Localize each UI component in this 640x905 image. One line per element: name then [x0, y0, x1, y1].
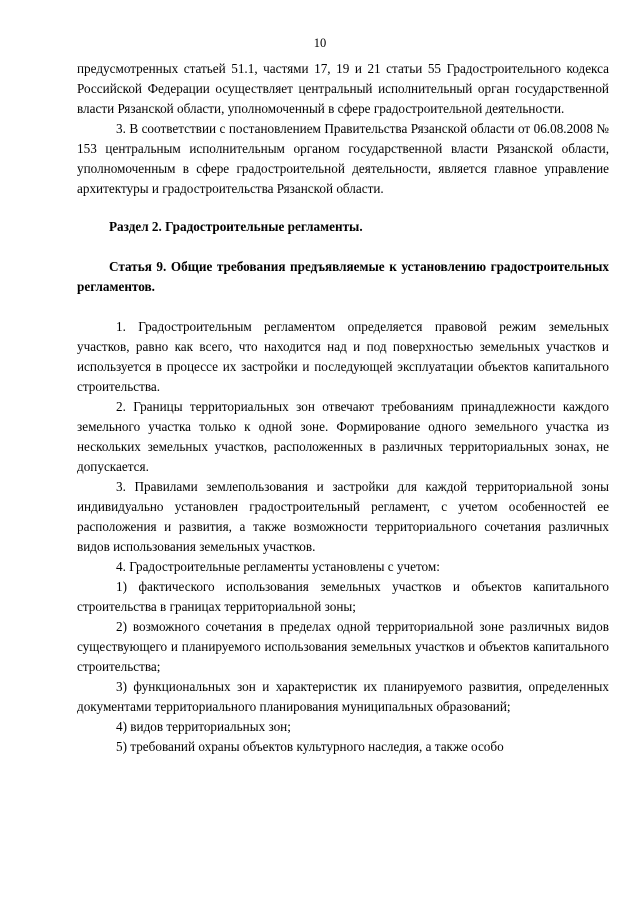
list-item-4: 4) видов территориальных зон;: [116, 719, 291, 734]
paragraph-3-authority: 3. В соответствии с постановлением Правительства Рязанской области от 06.08.2008 № 153 центральным исполнительным органом государственной власти Рязанской области, уполномоченным в сфере градостроительной деятельности, является главное управление архитектуры и градостроительства Рязанской области.: [77, 121, 609, 196]
paragraph-2-zone-borders: 2. Границы территориальных зон отвечают требованиям принадлежности каждого земельного участка только к одной зоне. Формирование одного земельного участка из нескольких земельных участков, расположенных в различных территориальных зонах, не допускается.: [77, 399, 609, 474]
list-item-3: 3) функциональных зон и характеристик их планируемого развития, определенных документами территориального планирования муниципальных образований;: [77, 679, 609, 714]
paragraph-1-regulation: 1. Градостроительным регламентом определяется правовой режим земельных участков, равно как всего, что находится над и под поверхностью земельных участков и используется в процессе их застройки и последующей эксплуатации объектов капитального строительства.: [77, 319, 609, 394]
page-content: [77, 59, 609, 757]
list-item-5: 5) требований охраны объектов культурного наследия, а также особо: [116, 739, 504, 754]
list-item-2: 2) возможного сочетания в пределах одной территориальной зоне различных видов существующего и планируемого использования земельных участков и объектов капитального строительства;: [77, 619, 609, 674]
page-number: 10: [313, 36, 327, 50]
article-heading: Статья 9. Общие требования предъявляемые к установлению градостроительных регламентов.: [77, 259, 609, 294]
list-item-1: 1) фактического использования земельных участков и объектов капитального строительства в границах территориальной зоны;: [77, 579, 609, 614]
paragraph-3-rules: 3. Правилами землепользования и застройки для каждой территориальной зоны индивидуально установлен градостроительный регламент, с учетом особенностей ее расположения и развития, а также возможности территориального сочетания различных видов использования земельных участков.: [77, 479, 609, 554]
section-heading: Раздел 2. Градостроительные регламенты.: [109, 219, 363, 234]
paragraph-continuation: предусмотренных статьей 51.1, частями 17, 19 и 21 статьи 55 Градостроительного кодекса Российской Федерации осуществляет центральный исполнительный орган государственной власти Рязанской области, уполномоченный в сфере градостроительной деятельности.: [77, 61, 609, 116]
paragraph-4-intro: 4. Градостроительные регламенты установлены с учетом:: [116, 559, 440, 574]
